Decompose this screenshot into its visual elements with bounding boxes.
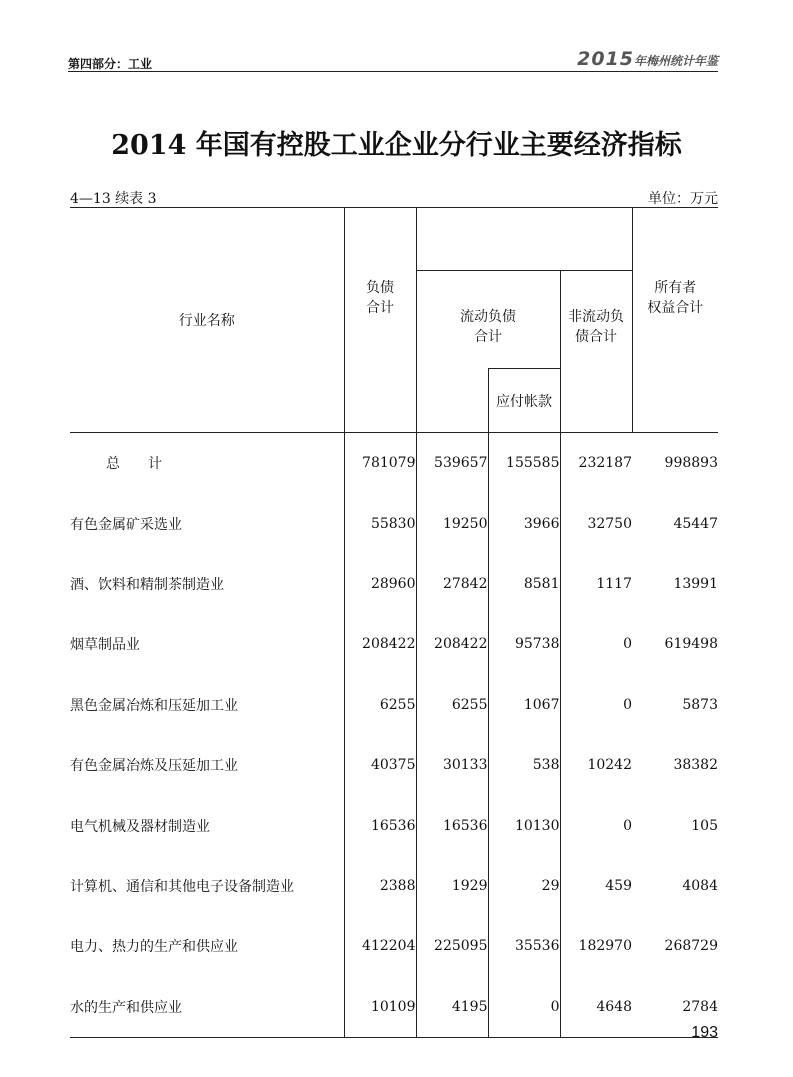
yearbook-title: 年梅州统计年鉴: [633, 54, 718, 68]
yearbook-name: [577, 48, 718, 70]
row-name: 计算机、通信和其他电子设备制造业: [70, 878, 294, 895]
table-row: 电气机械及器材制造业 16536 16536 10130 0 105: [70, 795, 718, 855]
row-name: 酒、饮料和精制茶制造业: [70, 576, 224, 593]
indicators-table: [70, 207, 718, 1038]
row-name: 电力、热力的生产和供应业: [70, 939, 238, 956]
table-row: 黑色金属冶炼和压延加工业 6255 6255 1067 0 5873: [70, 675, 718, 735]
header-owner-equity: 所有者 权益合计: [632, 208, 718, 433]
running-header: [68, 44, 718, 72]
table-row: 烟草制品业 208422 208422 95738 0 619498: [70, 614, 718, 674]
header-accounts-payable: 应付帐款: [488, 369, 560, 433]
page-title: 2014 年国有控股工业企业分行业主要经济指标: [111, 130, 682, 161]
header-total-liabilities: 负债 合计: [344, 208, 416, 433]
table-row: 电力、热力的生产和供应业 412204 225095 35536 182970 268729: [70, 916, 718, 976]
yearbook-year: 2015: [577, 48, 634, 70]
table-row: 计算机、通信和其他电子设备制造业 2388 1929 29 459 4084: [70, 856, 718, 916]
row-name: 总 计: [106, 456, 162, 473]
row-name: 水的生产和供应业: [70, 977, 344, 1038]
table-row-total: 总 计 781079 539657 155585 232187 998893: [70, 433, 718, 494]
row-name: 电气机械及器材制造业: [70, 818, 210, 835]
table-row: 酒、饮料和精制茶制造业 28960 27842 8581 1117 13991: [70, 554, 718, 614]
page-number: 193: [691, 1024, 718, 1041]
header-industry: 行业名称: [70, 208, 344, 433]
unit-label: 单位：万元: [648, 191, 718, 207]
table-id: 4—13 续表 3: [70, 191, 157, 207]
row-name: 有色金属冶炼及压延加工业: [70, 758, 238, 775]
header-noncurrent-liabilities: 非流动负 债合计: [560, 271, 632, 433]
row-name: 有色金属矿采选业: [70, 516, 182, 533]
table-row: 有色金属冶炼及压延加工业 40375 30133 538 10242 38382: [70, 735, 718, 795]
table-row: 有色金属矿采选业 55830 19250 3966 32750 45447: [70, 493, 718, 553]
row-name: 烟草制品业: [70, 637, 140, 654]
section-label: 第四部分：工业: [68, 57, 153, 71]
row-name: 黑色金属冶炼和压延加工业: [70, 697, 238, 714]
header-rule: [68, 71, 718, 72]
table-row: 水的生产和供应业 10109 4195 0 4648 2784: [70, 977, 718, 1038]
header-current-liabilities: 流动负债 合计: [416, 271, 560, 369]
